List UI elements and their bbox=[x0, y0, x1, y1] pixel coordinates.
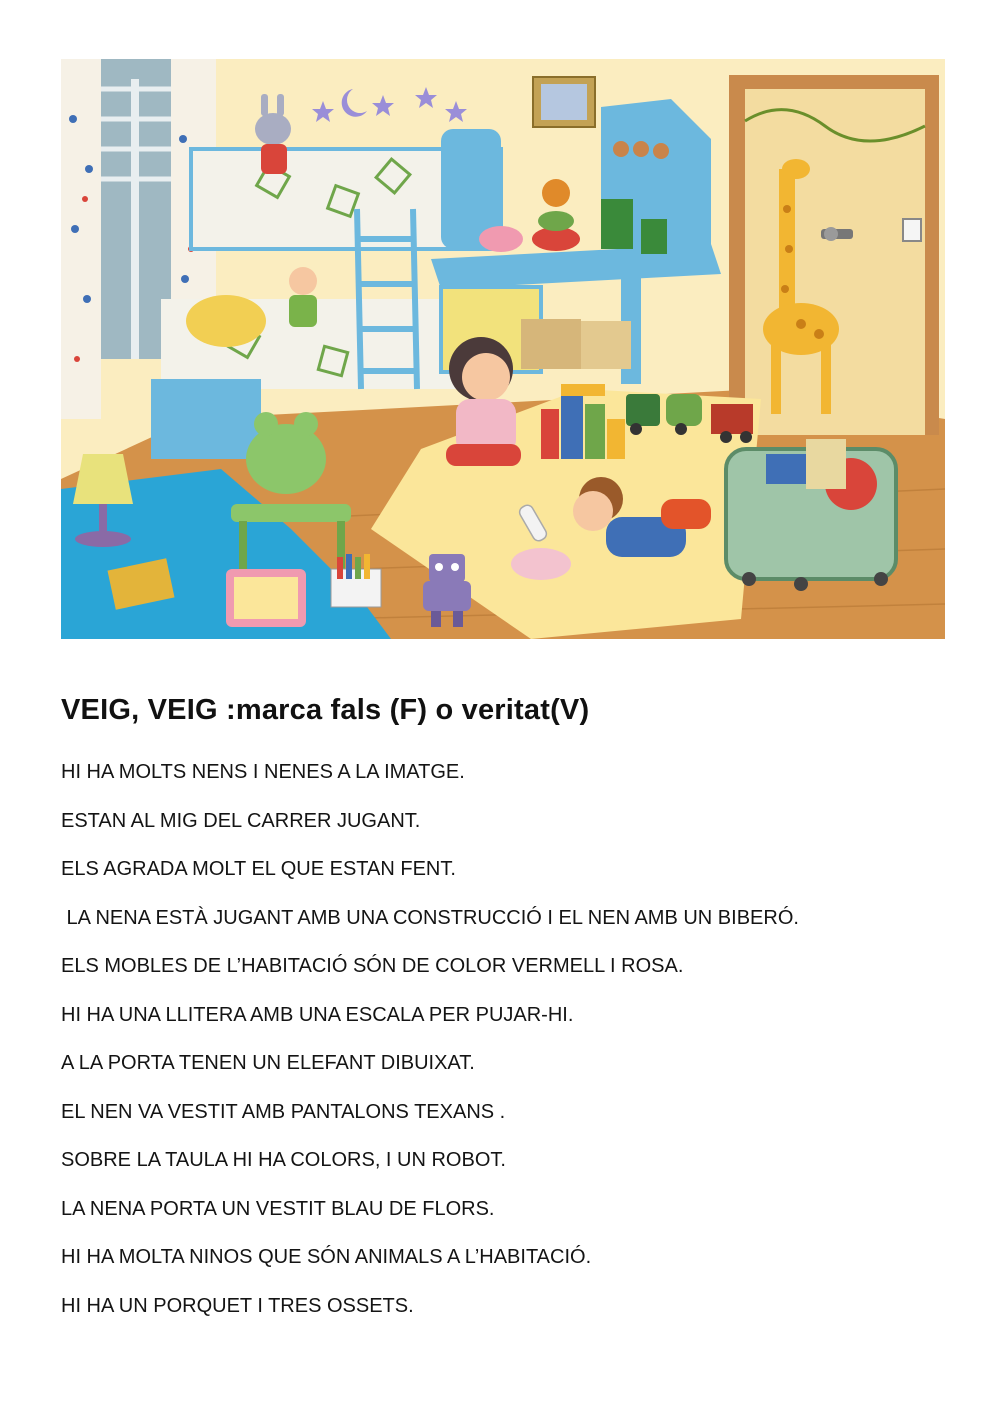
statement: SOBRE LA TAULA HI HA COLORS, I UN ROBOT. bbox=[61, 1149, 506, 1171]
toy-bowl bbox=[511, 548, 571, 580]
toy-box bbox=[521, 319, 581, 369]
statement: ESTAN AL MIG DEL CARRER JUGANT. bbox=[61, 809, 421, 832]
statement: ELS AGRADA MOLT EL QUE ESTAN FENT. bbox=[61, 858, 456, 880]
doll-toy bbox=[289, 267, 317, 327]
statement: EL NEN VA VESTIT AMB PANTALONS TEXANS . bbox=[61, 1100, 506, 1123]
statement: LA NENA PORTA UN VESTIT BLAU DE FLORS. bbox=[61, 1197, 495, 1220]
light-switch bbox=[903, 219, 921, 241]
bedroom-illustration bbox=[61, 59, 945, 639]
door bbox=[729, 75, 939, 435]
green-box bbox=[641, 219, 667, 254]
yellow-pillow bbox=[186, 295, 266, 347]
exercise-title: VEIG, VEIG :marca fals (F) o veritat(V) bbox=[61, 694, 590, 726]
statement: HI HA MOLTA NINOS QUE SÓN ANIMALS A L’HABITACIÓ. bbox=[61, 1246, 592, 1268]
green-box bbox=[601, 199, 633, 249]
teddy-bears bbox=[613, 141, 669, 159]
pig-toy bbox=[479, 226, 523, 252]
statement: LA NENA ESTÀ JUGANT AMB UNA CONSTRUCCIÓ I EL NEN AMB UN BIBERÓ. bbox=[61, 906, 799, 929]
toy-box bbox=[581, 321, 631, 369]
statement-list bbox=[61, 748, 799, 1330]
statement: A LA PORTA TENEN UN ELEFANT DIBUIXAT. bbox=[61, 1052, 475, 1074]
photo-frame bbox=[226, 569, 306, 627]
wall-picture bbox=[533, 77, 595, 127]
crocodile-toy-chest bbox=[726, 439, 896, 591]
statement: HI HA MOLTS NENS I NENES A LA IMATGE. bbox=[61, 761, 465, 783]
statement: HI HA UN PORQUET I TRES OSSETS. bbox=[61, 1294, 414, 1317]
statement: ELS MOBLES DE L’HABITACIÓ SÓN DE COLOR VERMELL I ROSA. bbox=[61, 955, 684, 977]
statement: HI HA UNA LLITERA AMB UNA ESCALA PER PUJAR-HI. bbox=[61, 1003, 574, 1026]
